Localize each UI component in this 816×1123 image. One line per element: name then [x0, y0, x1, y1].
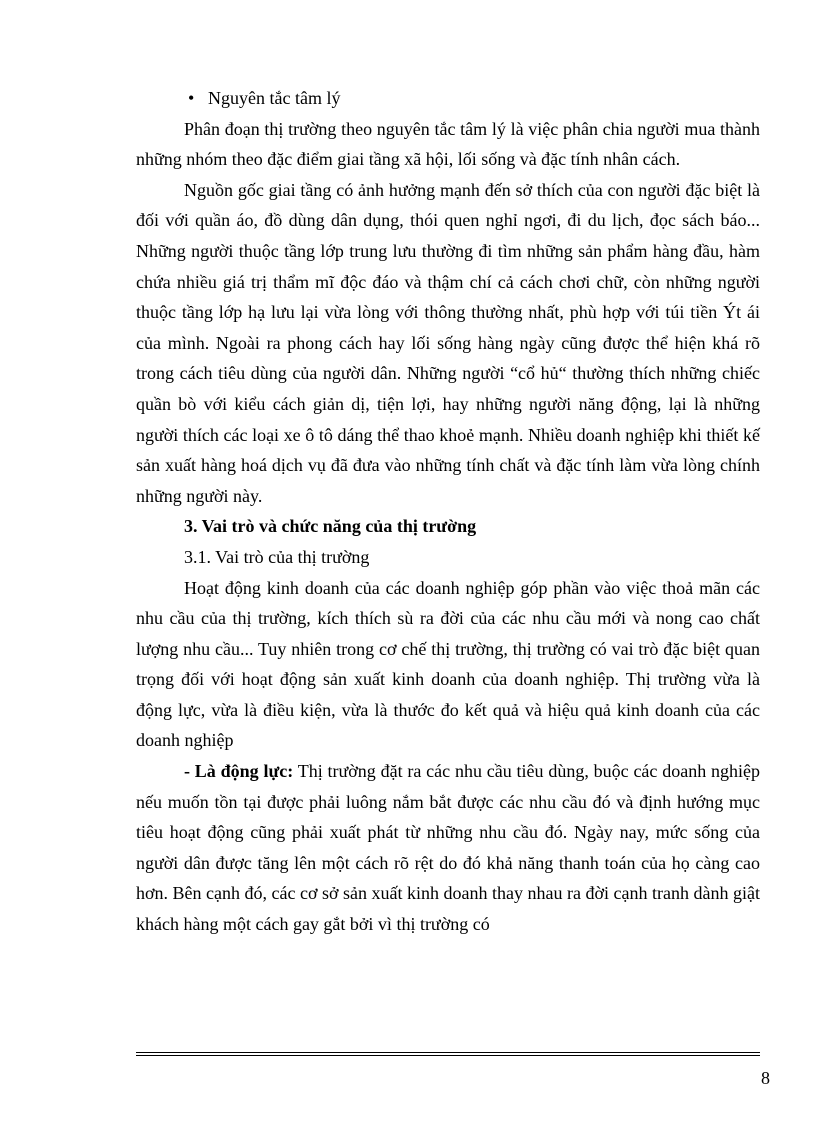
paragraph-3: Hoạt động kinh doanh của các doanh nghiệp góp phần vào việc thoả mãn các nhu cầu của thị trường, kích thích sù ra đời của các nhu cầu mới và nong cao chất lượng nhu cầu... Tuy nhiên trong cơ chế thị trường, thị trường có vai trò đặc biệt quan trọng đối với hoạt động sản xuất kinh doanh của doanh nghiệp. Thị trường vừa là động lực, vừa là điều kiện, vừa là thước đo kết quả và hiệu quả kinh doanh của các doanh nghiệp — [136, 577, 760, 751]
subsection-heading: 3.1. Vai trò của thị trường — [184, 546, 370, 567]
footer-rule-top — [136, 1052, 760, 1053]
section-heading: 3. Vai trò và chức năng của thị trường — [184, 516, 477, 537]
paragraph-4-body: Thị trường đặt ra các nhu cầu tiêu dùng, buộc các doanh nghiệp nếu muốn tồn tại được phải luông nắm bắt được các nhu cầu đó và định hướng mục tiêu hoạt động cũng phải xuất phát từ những nhu cầu đó. Ngày nay, mức sống của người dân được tăng lên một cách rõ rệt do đó khả năng thanh toán của họ càng cao hơn. Bên cạnh đó, các cơ sở sản xuất kinh doanh thay nhau ra đời cạnh tranh dành giật khách hàng một cách gay gắt bởi vì thị trường có — [136, 761, 760, 935]
bullet-title: Nguyên tắc tâm lý — [208, 88, 341, 108]
paragraph-4-lead: - Là động lực: — [184, 761, 294, 782]
paragraph-4 — [136, 756, 760, 940]
bullet-item — [136, 83, 760, 114]
page-number: 8 — [761, 1068, 770, 1088]
body-text — [136, 83, 760, 940]
paragraph-2: Nguồn gốc giai tầng có ảnh hưởng mạnh đến sở thích của con người đặc biệt là đối với quần áo, đồ dùng dân dụng, thói quen nghỉ ngơi, đi du lịch, đọc sách báo... Những người thuộc tầng lớp trung lưu thường đi tìm những sản phẩm hàng đầu, hàm chứa nhiều giá trị thẩm mĩ độc đáo và thậm chí cả cách chơi chữ, còn những người thuộc tầng lớp hạ lưu lại vừa lòng với thông thường nhất, phù hợp với túi tiền Ýt ái của mình. Ngoài ra phong cách hay lối sống hàng ngày cũng được thể hiện khá rõ trong cách tiêu dùng của người dân. Những người “cổ hủ“ thường thích những chiếc quần bò với kiểu cách giản dị, tiện lợi, hay những người năng động, lại là những người thích các loại xe ô tô dáng thể thao khoẻ mạnh. Nhiều doanh nghiệp khi thiết kế sản xuất hàng hoá dịch vụ đã đưa vào những tính chất và đặc tính làm vừa lòng chính những người này. — [136, 179, 760, 506]
bullet-icon: • — [188, 88, 195, 108]
footer-rule-bottom — [136, 1055, 760, 1056]
paragraph-1: Phân đoạn thị trường theo nguyên tắc tâm lý là việc phân chia người mua thành những nhóm theo đặc điểm giai tầng xã hội, lối sống và đặc tính nhân cách. — [136, 118, 760, 170]
